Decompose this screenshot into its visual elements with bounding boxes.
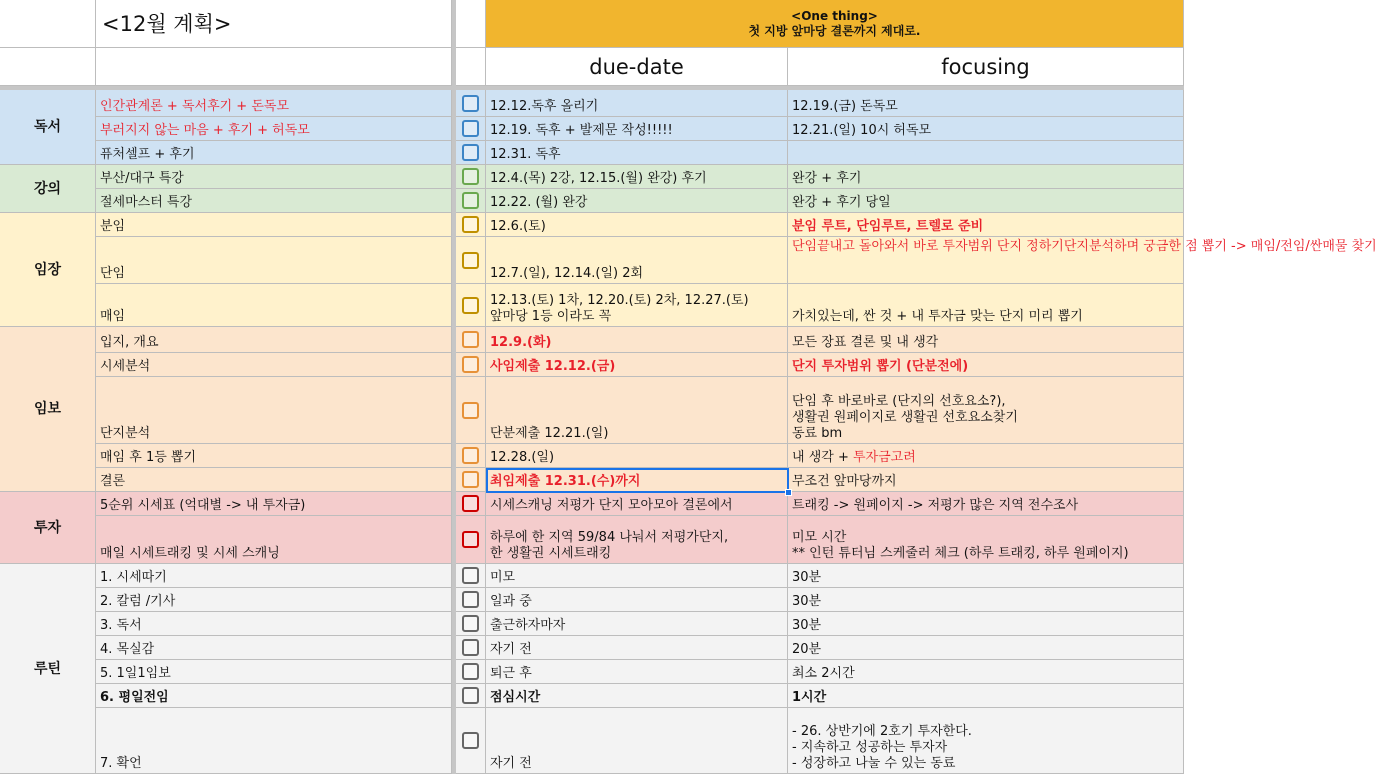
focusing-text: 12.19.(금) 돈독모 <box>792 99 898 114</box>
focusing-cell[interactable] <box>788 213 1184 237</box>
task-checkbox[interactable] <box>462 495 479 512</box>
focusing-cell[interactable] <box>788 353 1184 377</box>
focusing-line: - 26. 상반기에 2호기 투자한다. <box>792 724 972 739</box>
checkbox-cell[interactable] <box>456 588 486 612</box>
category-cell[interactable] <box>0 564 96 774</box>
focusing-text-highlight: 투자금고려 <box>852 450 916 465</box>
due-date-cell[interactable] <box>486 708 788 774</box>
task-text: 매임 후 1등 뽑기 <box>100 450 197 465</box>
due-date-text: 출근하자마자 <box>490 618 566 633</box>
category-cell[interactable] <box>0 327 96 492</box>
focusing-cell[interactable] <box>788 468 1184 492</box>
task-cell[interactable] <box>96 213 452 237</box>
header-blank-3 <box>456 48 486 86</box>
checkbox-cell[interactable] <box>456 660 486 684</box>
task-cell[interactable] <box>96 284 452 327</box>
task-cell[interactable] <box>96 660 452 684</box>
due-date-cell[interactable] <box>486 284 788 327</box>
focusing-line: 단임 후 바로바로 (단지의 선호요소?), <box>792 394 1006 409</box>
focusing-cell[interactable] <box>788 588 1184 612</box>
task-checkbox[interactable] <box>462 356 479 373</box>
task-cell[interactable] <box>96 327 452 353</box>
task-checkbox[interactable] <box>462 168 479 185</box>
task-checkbox[interactable] <box>462 95 479 112</box>
task-text: 단지분석 <box>100 426 151 441</box>
checkbox-cell[interactable] <box>456 708 486 774</box>
task-cell[interactable] <box>96 353 452 377</box>
focusing-text: 단지 투자범위 뽑기 (단분전에) <box>792 359 969 374</box>
one-thing-banner[interactable] <box>486 0 1184 48</box>
task-checkbox[interactable] <box>462 471 479 488</box>
due-date-text: 12.6.(토) <box>490 219 546 234</box>
due-date-line: 하루에 한 지역 59/84 나눠서 저평가단지, <box>490 530 729 545</box>
due-date-text: 퇴근 후 <box>490 666 532 681</box>
banner-line-1: <One thing> <box>791 8 878 23</box>
task-checkbox[interactable] <box>462 144 479 161</box>
task-checkbox[interactable] <box>462 402 479 419</box>
task-checkbox[interactable] <box>462 663 479 680</box>
task-cell[interactable] <box>96 90 452 117</box>
due-date-cell[interactable] <box>486 141 788 165</box>
focusing-line: ** 인턴 튜터님 스케줄러 체크 (하루 트래킹, 하루 원페이지) <box>792 546 1129 561</box>
focusing-line: 생활권 원페이지로 생활권 선호요소찾기 <box>792 410 1018 425</box>
focusing-cell[interactable] <box>788 684 1184 708</box>
focusing-text: 30분 <box>792 570 822 585</box>
due-date-text: 12.7.(일), 12.14.(일) 2회 <box>490 266 644 281</box>
focusing-text: 가치있는데, 싼 것 + 내 투자금 맞는 단지 미리 뽑기 <box>792 309 1083 324</box>
task-cell[interactable] <box>96 444 452 468</box>
task-cell[interactable] <box>96 377 452 444</box>
task-cell[interactable] <box>96 141 452 165</box>
task-checkbox[interactable] <box>462 216 479 233</box>
task-text: 매임 <box>100 309 126 324</box>
due-date-cell[interactable] <box>486 90 788 117</box>
checkbox-cell[interactable] <box>456 492 486 516</box>
focusing-text-part: 내 생각 + <box>792 450 853 465</box>
focusing-cell[interactable] <box>788 90 1184 117</box>
focusing-line: - 지속하고 성공하는 투자자 <box>792 740 948 755</box>
task-checkbox[interactable] <box>462 252 479 269</box>
due-date-text: 점심시간 <box>490 690 541 705</box>
task-checkbox[interactable] <box>462 687 479 704</box>
due-date-text: 12.12.독후 올리기 <box>490 99 599 114</box>
focusing-cell[interactable] <box>788 141 1184 165</box>
task-checkbox[interactable] <box>462 331 479 348</box>
focusing-line: - 성장하고 나눌 수 있는 동료 <box>792 756 956 771</box>
focusing-text <box>792 450 1179 466</box>
focusing-text: 30분 <box>792 594 822 609</box>
due-date-cell[interactable] <box>486 660 788 684</box>
task-text: 5. 1일1임보 <box>100 666 171 681</box>
focusing-line: 단지분석하며 궁금한 점 뽑기 -> 매임/전임/싼매물 찾기 <box>1063 239 1377 254</box>
checkbox-cell[interactable] <box>456 612 486 636</box>
task-text: 매일 시세트래킹 및 시세 스캐닝 <box>100 546 280 561</box>
due-date-line: 12.13.(토) 1차, 12.20.(토) 2차, 12.27.(토) <box>490 293 749 308</box>
task-text: 절세마스터 특강 <box>100 195 193 210</box>
due-date-cell[interactable] <box>486 165 788 189</box>
focusing-cell[interactable] <box>788 327 1184 353</box>
task-checkbox[interactable] <box>462 615 479 632</box>
category-label: 투자 <box>33 519 62 536</box>
task-cell[interactable] <box>96 237 452 284</box>
banner-line-2: 첫 지방 앞마당 결론까지 제대로. <box>748 23 921 38</box>
focusing-cell[interactable] <box>788 117 1184 141</box>
due-date-cell[interactable] <box>486 612 788 636</box>
focusing-cell[interactable] <box>788 189 1184 213</box>
header-blank-1 <box>0 48 96 86</box>
due-date-text: 자기 전 <box>490 642 532 657</box>
corner-cell <box>0 0 96 48</box>
task-checkbox[interactable] <box>462 192 479 209</box>
task-text: 단임 <box>100 266 126 281</box>
task-text: 인간관계론 + 독서후기 + 돈독모 <box>100 99 290 114</box>
checkbox-cell[interactable] <box>456 141 486 165</box>
task-text: 결론 <box>100 474 126 489</box>
task-checkbox[interactable] <box>462 639 479 656</box>
task-cell[interactable] <box>96 516 452 564</box>
focusing-line: 동료 bm <box>792 426 843 441</box>
due-date-text: 12.28.(일) <box>490 450 555 465</box>
due-date-text: 12.9.(화) <box>490 335 552 350</box>
task-cell[interactable] <box>96 189 452 213</box>
focusing-text: 완강 + 후기 당일 <box>792 195 891 210</box>
task-text: 시세분석 <box>100 359 151 374</box>
task-text: 부러지지 않는 마음 + 후기 + 허독모 <box>100 123 310 138</box>
due-date-cell[interactable] <box>486 564 788 588</box>
category-label: 강의 <box>33 180 62 197</box>
focusing-line: 단임끝내고 돌아와서 바로 투자범위 단지 정하기 <box>792 239 1064 254</box>
sheet-title[interactable] <box>96 0 452 48</box>
category-cell[interactable] <box>0 213 96 327</box>
due-date-header-text: due-date <box>589 54 684 79</box>
due-date-text: 12.31. 독후 <box>490 147 561 162</box>
task-checkbox[interactable] <box>462 531 479 548</box>
task-text: 입지, 개요 <box>100 335 159 350</box>
due-date-line: 앞마당 1등 이라도 꼭 <box>490 309 612 324</box>
due-date-text: 12.19. 독후 + 발제문 작성!!!!! <box>490 123 673 138</box>
checkbox-cell[interactable] <box>456 444 486 468</box>
due-date-cell[interactable] <box>486 684 788 708</box>
due-date-cell[interactable] <box>486 117 788 141</box>
task-text: 1. 시세따기 <box>100 570 167 585</box>
checkbox-cell[interactable] <box>456 353 486 377</box>
due-date-text: 자기 전 <box>490 756 532 771</box>
focusing-cell[interactable] <box>788 237 1377 284</box>
checkbox-cell[interactable] <box>456 377 486 444</box>
focusing-cell[interactable] <box>788 284 1184 327</box>
focusing-cell[interactable] <box>788 377 1184 444</box>
focusing-cell[interactable] <box>788 708 1184 774</box>
focusing-header[interactable] <box>788 48 1184 86</box>
focusing-text: 무조건 앞마당까지 <box>792 474 897 489</box>
selected-cell-outline <box>486 468 789 493</box>
task-cell[interactable] <box>96 117 452 141</box>
category-cell[interactable] <box>0 90 96 165</box>
task-cell[interactable] <box>96 468 452 492</box>
focusing-cell[interactable] <box>788 612 1184 636</box>
task-checkbox[interactable] <box>462 567 479 584</box>
due-date-text: 일과 중 <box>490 594 532 609</box>
checkbox-cell[interactable] <box>456 165 486 189</box>
checkbox-cell[interactable] <box>456 516 486 564</box>
focusing-cell[interactable] <box>788 492 1184 516</box>
task-cell[interactable] <box>96 708 452 774</box>
checkbox-cell[interactable] <box>456 327 486 353</box>
checkbox-cell[interactable] <box>456 636 486 660</box>
task-text: 4. 목실감 <box>100 642 155 657</box>
due-date-text: 사임제출 12.12.(금) <box>490 359 616 374</box>
checkbox-cell[interactable] <box>456 90 486 117</box>
header-blank-2 <box>96 48 452 86</box>
task-checkbox[interactable] <box>462 297 479 314</box>
due-date-cell[interactable] <box>486 327 788 353</box>
checkbox-cell[interactable] <box>456 213 486 237</box>
focusing-text: 30분 <box>792 618 822 633</box>
task-text: 3. 독서 <box>100 618 142 633</box>
due-date-cell[interactable] <box>486 237 788 284</box>
task-text: 부산/대구 특강 <box>100 171 184 186</box>
focusing-header-text: focusing <box>941 54 1030 79</box>
focusing-text: 트래킹 -> 원페이지 -> 저평가 많은 지역 전수조사 <box>792 498 1079 513</box>
checkbox-cell[interactable] <box>456 237 486 284</box>
frozen-row-divider[interactable] <box>0 86 1184 90</box>
due-date-cell[interactable] <box>486 444 788 468</box>
due-date-cell[interactable] <box>486 588 788 612</box>
focusing-text: 20분 <box>792 642 822 657</box>
task-cell[interactable] <box>96 564 452 588</box>
due-date-text: 최임제출 12.31.(수)까지 <box>490 474 641 489</box>
checkbox-cell[interactable] <box>456 284 486 327</box>
category-label: 독서 <box>33 119 62 135</box>
focusing-text: 1시간 <box>792 690 827 705</box>
category-cell[interactable] <box>0 492 96 564</box>
focusing-cell[interactable] <box>788 660 1184 684</box>
due-date-header[interactable] <box>486 48 788 86</box>
fill-handle[interactable] <box>785 489 792 496</box>
focusing-cell[interactable] <box>788 444 1184 468</box>
checkbox-cell[interactable] <box>456 468 486 492</box>
category-label: 임보 <box>33 401 62 417</box>
focusing-line: 미모 시간 <box>792 530 847 545</box>
due-date-cell[interactable] <box>486 492 788 516</box>
due-date-text: 미모 <box>490 570 516 585</box>
task-checkbox[interactable] <box>462 591 479 608</box>
due-date-text: 단분제출 12.21.(일) <box>490 426 609 441</box>
focusing-text: 모든 장표 결론 및 내 생각 <box>792 335 939 350</box>
due-date-cell[interactable] <box>486 213 788 237</box>
sheet-title-text: <12월 계획> <box>102 11 232 36</box>
checkbox-cell[interactable] <box>456 684 486 708</box>
due-date-cell[interactable] <box>486 189 788 213</box>
checkbox-cell[interactable] <box>456 189 486 213</box>
focusing-text: 최소 2시간 <box>792 666 855 681</box>
task-text: 퓨처셀프 + 후기 <box>100 147 195 162</box>
focusing-cell[interactable] <box>788 636 1184 660</box>
due-date-text: 시세스캐닝 저평가 단지 모아모아 결론에서 <box>490 498 733 513</box>
checkbox-cell[interactable] <box>456 117 486 141</box>
task-cell[interactable] <box>96 588 452 612</box>
task-cell[interactable] <box>96 165 452 189</box>
task-checkbox[interactable] <box>462 732 479 749</box>
due-date-text: 12.4.(목) 2강, 12.15.(월) 완강) 후기 <box>490 171 707 186</box>
blank-header-cell <box>456 0 486 48</box>
task-text: 분임 <box>100 219 126 234</box>
due-date-cell[interactable] <box>486 377 788 444</box>
task-cell[interactable] <box>96 636 452 660</box>
due-date-cell[interactable] <box>486 353 788 377</box>
task-text: 5순위 시세표 (억대별 -> 내 투자금) <box>100 498 306 513</box>
category-label: 임장 <box>33 261 62 278</box>
checkbox-cell[interactable] <box>456 564 486 588</box>
frozen-column-divider[interactable] <box>452 0 456 774</box>
due-date-line: 한 생활권 시세트래킹 <box>490 546 612 561</box>
focusing-cell[interactable] <box>788 564 1184 588</box>
focusing-text: 완강 + 후기 <box>792 171 862 186</box>
focusing-text: 12.21.(일) 10시 허독모 <box>792 123 932 138</box>
due-date-cell[interactable] <box>486 516 788 564</box>
focusing-text: 분임 루트, 단임루트, 트렐로 준비 <box>792 219 984 234</box>
task-cell[interactable] <box>96 492 452 516</box>
task-text: 7. 확언 <box>100 756 142 771</box>
category-label: 루틴 <box>33 660 62 677</box>
due-date-text: 12.22. (월) 완강 <box>490 195 588 210</box>
task-text: 2. 칼럼 /기사 <box>100 594 176 609</box>
focusing-cell[interactable] <box>788 516 1184 564</box>
task-checkbox[interactable] <box>462 120 479 137</box>
focusing-cell[interactable] <box>788 165 1184 189</box>
task-cell[interactable] <box>96 612 452 636</box>
category-cell[interactable] <box>0 165 96 213</box>
due-date-cell[interactable] <box>486 636 788 660</box>
task-checkbox[interactable] <box>462 447 479 464</box>
task-text: 6. 평일전임 <box>100 690 169 705</box>
task-cell[interactable] <box>96 684 452 708</box>
